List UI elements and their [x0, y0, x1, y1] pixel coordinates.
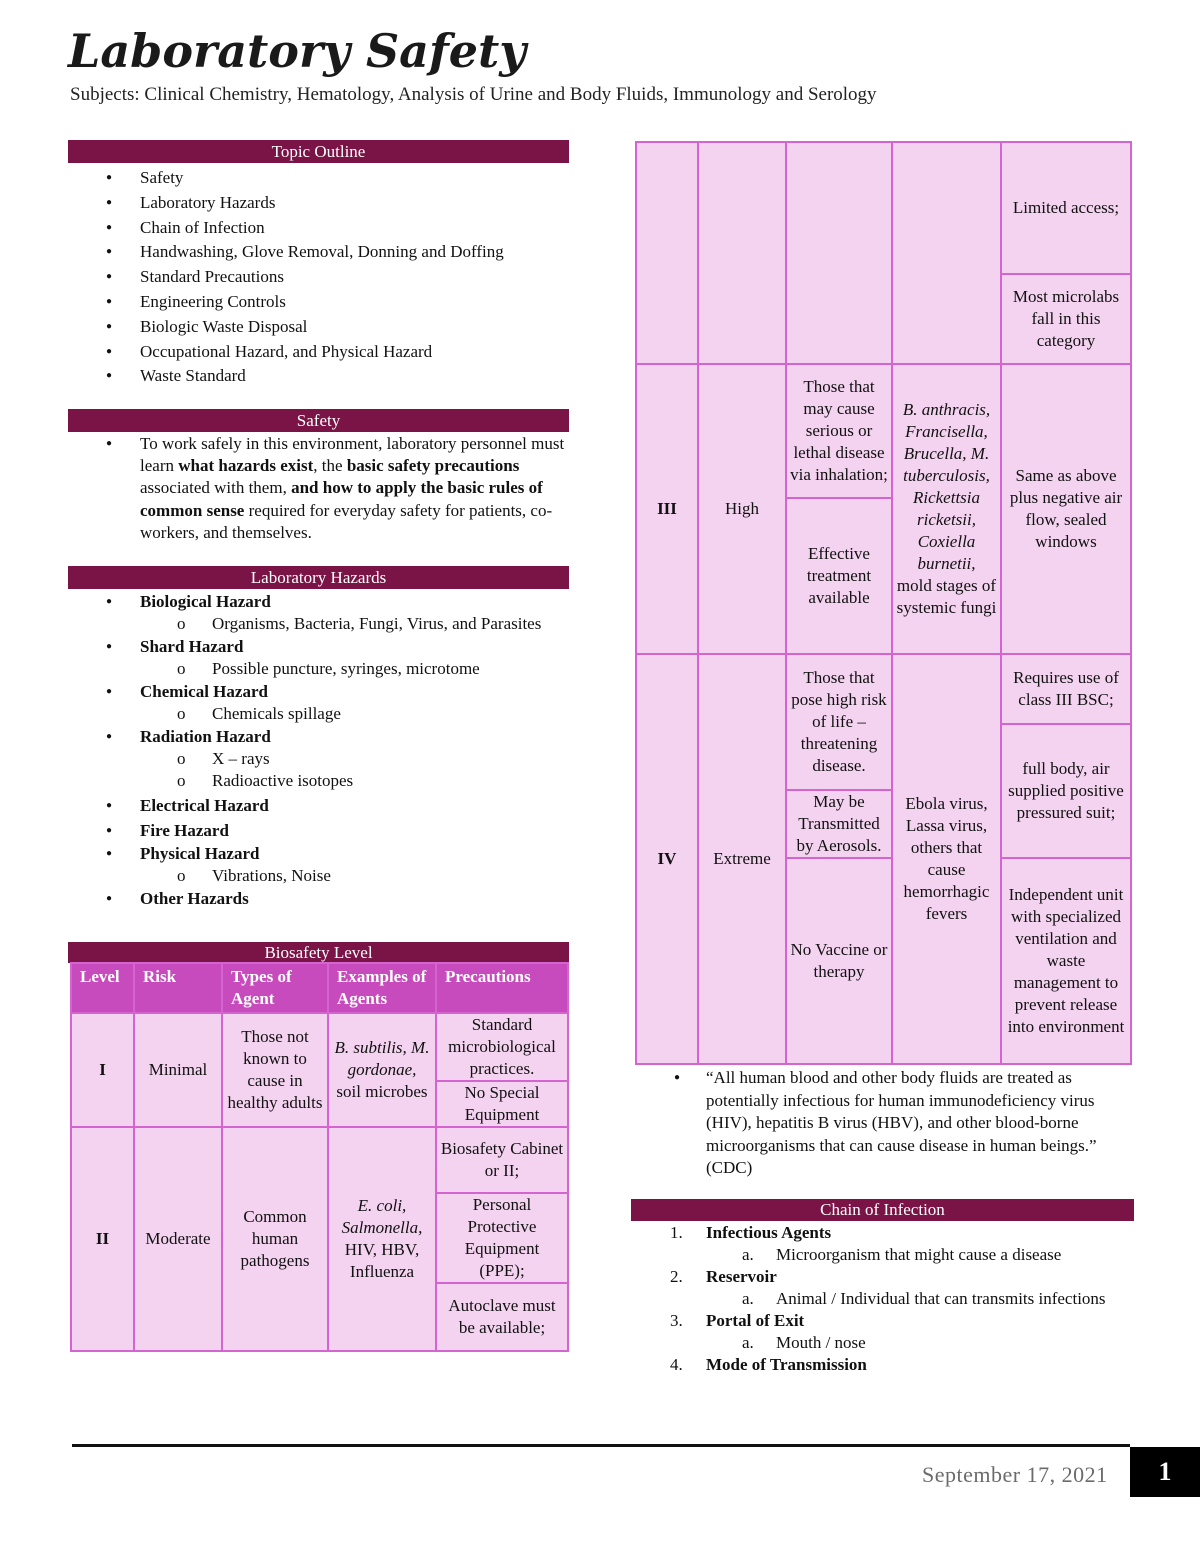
safety-bold: basic safety precautions	[346, 456, 520, 476]
precaution-cell: Same as above plus negative air flow, sealed windows	[1001, 364, 1131, 654]
item-number: 1.	[670, 1223, 683, 1242]
safety-text: associated with them,	[140, 478, 292, 498]
precaution-cell: Requires use of class III BSC;	[1001, 654, 1131, 724]
footer-date: September 17, 2021	[922, 1462, 1108, 1487]
bullet-icon: ●	[674, 1072, 681, 1083]
list-item: ● Engineering Controls	[70, 290, 570, 315]
hazard-item: ● Fire Hazard	[70, 819, 570, 842]
column-header: Examples of Agents	[328, 963, 436, 1013]
types-cell: May be Transmitted by Aerosols.	[786, 790, 892, 858]
list-item: ● Standard Precautions	[70, 265, 570, 290]
table-row	[636, 364, 1131, 498]
list-item: ● Safety	[70, 166, 570, 191]
sub-letter: a.	[742, 1333, 754, 1352]
safety-paragraph	[70, 433, 570, 544]
sub-text: Microorganism that might cause a disease	[776, 1245, 1062, 1264]
biosafety-table	[70, 962, 569, 1352]
empty-cell	[636, 142, 698, 364]
hazard-item: ● Other Hazards	[70, 887, 570, 910]
examples-italic: E. coli, Salmonella,	[341, 1196, 423, 1237]
level-cell: IV	[636, 654, 698, 1064]
hazard-item: ● Physical Hazard	[70, 842, 570, 865]
examples-plain: mold stages of systemic fungi	[896, 576, 997, 617]
precaution-cell: Limited access;	[1001, 142, 1131, 274]
examples-cell	[328, 1127, 436, 1351]
precaution-cell: Biosafety Cabinet or II;	[436, 1127, 568, 1193]
types-cell: Common human pathogens	[222, 1127, 328, 1351]
list-item: ● Occupational Hazard, and Physical Hazard	[70, 340, 570, 365]
hazard-item: ● Radiation Hazard	[70, 725, 570, 748]
hazard-sub-item: o Organisms, Bacteria, Fungi, Virus, and Parasites	[70, 613, 570, 635]
lab-hazards-list	[70, 590, 570, 910]
footer-divider	[72, 1444, 1130, 1447]
hazard-sub-item: o Possible puncture, syringes, microtome	[70, 658, 570, 680]
precaution-cell: Most microlabs fall in this category	[1001, 274, 1131, 364]
item-number: 2.	[670, 1267, 683, 1286]
list-item: ● Laboratory Hazards	[70, 191, 570, 216]
risk-cell: High	[698, 364, 786, 654]
list-item	[640, 1310, 1130, 1332]
examples-cell	[892, 364, 1001, 654]
risk-cell: Extreme	[698, 654, 786, 1064]
list-item: ● Waste Standard	[70, 364, 570, 389]
examples-plain: soil microbes	[336, 1082, 428, 1101]
precaution-cell: Personal Protective Equipment (PPE);	[436, 1193, 568, 1283]
examples-italic: B. anthracis, Francisella, Brucella, M. tuberculosis, Rickettsia ricketsii, Coxiella burnetii,	[902, 400, 991, 573]
empty-cell	[786, 142, 892, 364]
risk-cell: Minimal	[134, 1013, 222, 1127]
hazard-sub-item: o Vibrations, Noise	[70, 865, 570, 887]
subjects-line: Subjects: Clinical Chemistry, Hematology, Analysis of Urine and Body Fluids, Immunology and Serology	[70, 84, 877, 105]
level-cell: I	[71, 1013, 134, 1127]
types-cell: No Vaccine or therapy	[786, 858, 892, 1064]
topic-outline-heading: Topic Outline	[68, 140, 569, 163]
chain-of-infection-heading: Chain of Infection	[631, 1199, 1134, 1221]
sub-text: Animal / Individual that can transmits infections	[776, 1289, 1106, 1308]
table-row	[71, 1013, 568, 1081]
list-item	[640, 1354, 1130, 1376]
hazard-sub-item: o Radioactive isotopes	[70, 770, 570, 792]
column-header: Types of Agent	[222, 963, 328, 1013]
precaution-cell: Autoclave must be available;	[436, 1283, 568, 1351]
cdc-quote	[640, 1067, 1130, 1180]
sub-text: Mouth / nose	[776, 1333, 866, 1352]
safety-bold: what hazards exist	[178, 456, 314, 476]
cdc-quote-text: “All human blood and other body fluids are treated as potentially infectious for human immunodeficiency virus (HIV), hepatitis B virus (HBV), and other blood-borne microorganisms that can cause disease in human beings.” (CDC)	[706, 1068, 1097, 1178]
safety-text: required for everyday safety for patients, co-workers, and themselves.	[140, 500, 553, 542]
examples-cell: Ebola virus, Lassa virus, others that cause hemorrhagic fevers	[892, 654, 1001, 1064]
types-cell: Effective treatment available	[786, 498, 892, 654]
sub-item	[640, 1288, 1130, 1310]
hazard-item: ● Biological Hazard	[70, 590, 570, 613]
types-cell: Those not known to cause in healthy adults	[222, 1013, 328, 1127]
precaution-cell: No Special Equipment	[436, 1081, 568, 1127]
item-name: Portal of Exit	[706, 1311, 805, 1330]
lab-hazards-heading: Laboratory Hazards	[68, 566, 569, 589]
bullet-icon: ●	[106, 438, 113, 449]
page-title: Laboratory Safety	[68, 24, 527, 78]
table-row	[636, 142, 1131, 274]
list-item: ● Biologic Waste Disposal	[70, 315, 570, 340]
precaution-cell: full body, air supplied positive pressured suit;	[1001, 724, 1131, 858]
types-cell: Those that pose high risk of life – threatening disease.	[786, 654, 892, 790]
table-row	[636, 654, 1131, 724]
item-name: Mode of Transmission	[706, 1355, 867, 1374]
hazard-item: ● Shard Hazard	[70, 635, 570, 658]
chain-of-infection-list	[640, 1222, 1130, 1376]
sub-item	[640, 1244, 1130, 1266]
list-item	[640, 1266, 1130, 1288]
examples-plain: HIV, HBV, Influenza	[344, 1240, 420, 1281]
hazard-item: ● Electrical Hazard	[70, 794, 570, 817]
types-cell: Those that may cause serious or lethal disease via inhalation;	[786, 364, 892, 498]
sub-letter: a.	[742, 1289, 754, 1308]
empty-cell	[892, 142, 1001, 364]
precaution-cell: Independent unit with specialized ventilation and waste management to prevent release into environment	[1001, 858, 1131, 1064]
list-item	[640, 1222, 1130, 1244]
safety-heading: Safety	[68, 409, 569, 432]
table-row	[71, 1127, 568, 1193]
safety-bold: and how to apply the basic rules of common sense	[140, 478, 543, 520]
hazard-item: ● Chemical Hazard	[70, 680, 570, 703]
safety-text: To work safely in this environment, laboratory personnel must learn	[140, 434, 565, 476]
list-item: ● Chain of Infection	[70, 216, 570, 241]
risk-cell: Moderate	[134, 1127, 222, 1351]
hazard-sub-item: o Chemicals spillage	[70, 703, 570, 725]
topic-outline-list	[70, 166, 570, 389]
biosafety-table-continued	[635, 141, 1132, 1065]
level-cell: III	[636, 364, 698, 654]
hazard-sub-item: o X – rays	[70, 748, 570, 770]
level-cell: II	[71, 1127, 134, 1351]
item-name: Infectious Agents	[706, 1223, 832, 1242]
sub-item	[640, 1332, 1130, 1354]
list-item: ● Handwashing, Glove Removal, Donning and Doffing	[70, 240, 570, 265]
precaution-cell: Standard microbiological practices.	[436, 1013, 568, 1081]
empty-cell	[698, 142, 786, 364]
item-number: 3.	[670, 1311, 683, 1330]
column-header: Level	[71, 963, 134, 1013]
sub-letter: a.	[742, 1245, 754, 1264]
examples-cell	[328, 1013, 436, 1127]
biosafety-heading: Biosafety Level	[68, 942, 569, 963]
column-header: Precautions	[436, 963, 568, 1013]
safety-text: , the	[313, 456, 347, 476]
item-name: Reservoir	[706, 1267, 777, 1286]
page-number: 1	[1130, 1447, 1200, 1497]
item-number: 4.	[670, 1355, 683, 1374]
column-header: Risk	[134, 963, 222, 1013]
examples-italic: B. subtilis, M. gordonae,	[334, 1038, 430, 1079]
